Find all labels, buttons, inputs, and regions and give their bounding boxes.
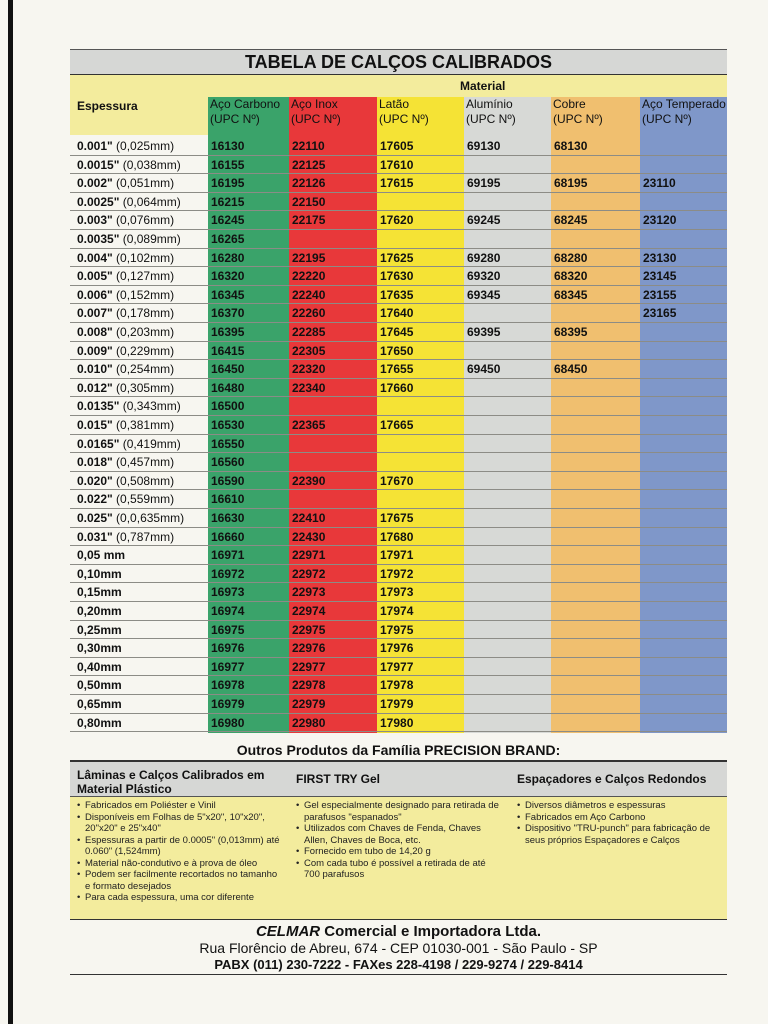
- espessura-value: 0.018": [77, 455, 113, 470]
- column-header-sub: (UPC Nº): [379, 112, 429, 126]
- upc-cell: 16630: [211, 511, 245, 525]
- feature-item: • Com cada tubo é possível a retirada de até 700 parafusos: [296, 858, 501, 881]
- material-label: Material: [460, 79, 506, 93]
- espessura-mm: (0,076mm): [112, 213, 175, 228]
- upc-cell: 16976: [211, 641, 245, 656]
- espessura-mm: (0,229mm): [112, 343, 175, 358]
- espessura-cell: [77, 528, 174, 546]
- upc-cell: 68450: [554, 362, 588, 377]
- column-header-5: [640, 97, 727, 135]
- espessura-cell: [77, 267, 174, 285]
- upc-cell: 17974: [380, 604, 414, 618]
- upc-cell: 69130: [467, 139, 501, 153]
- feature-item: • Podem ser facilmente recortados no tamanho e formato desejados: [77, 869, 282, 892]
- upc-cell: 22320: [292, 362, 326, 377]
- upc-cell: 17665: [380, 418, 414, 432]
- espessura-value: 0.0165": [77, 436, 120, 451]
- upc-cell: 16978: [211, 678, 245, 693]
- upc-cell: 17635: [380, 287, 414, 302]
- espessura-mm: (0,127mm): [112, 269, 175, 284]
- upc-cell: 23130: [643, 250, 677, 265]
- upc-cell: 17980: [380, 715, 414, 730]
- upc-cell: 22410: [292, 511, 326, 525]
- column-header-name: Aço Inox: [291, 97, 338, 111]
- espessura-value: 0.025": [77, 511, 113, 525]
- upc-cell: 16974: [211, 604, 245, 618]
- upc-cell: 22240: [292, 287, 326, 302]
- upc-cell: 16320: [211, 269, 245, 284]
- espessura-cell: [77, 249, 174, 267]
- upc-cell: 22974: [292, 604, 326, 618]
- upc-cell: 68195: [554, 176, 588, 191]
- table-row: [70, 695, 727, 714]
- upc-cell: 22430: [292, 529, 326, 544]
- espessura-cell: [77, 193, 181, 211]
- espessura-value: 0.002": [77, 176, 113, 191]
- upc-cell: 68345: [554, 287, 588, 302]
- upc-cell: 17615: [380, 176, 414, 191]
- upc-cell: 69345: [467, 287, 501, 302]
- upc-cell: 23120: [643, 213, 677, 228]
- table-row: [70, 509, 727, 528]
- table-row: [70, 286, 727, 305]
- espessura-mm: (0,178mm): [112, 306, 175, 321]
- espessura-value: 0,25mm: [77, 622, 122, 637]
- espessura-mm: (0,203mm): [112, 325, 175, 339]
- upc-cell: 22110: [292, 139, 325, 153]
- espessura-mm: (0,038mm): [119, 157, 181, 172]
- upc-cell: 22976: [292, 641, 326, 656]
- upc-cell: 69280: [467, 250, 501, 265]
- espessura-cell: [77, 211, 174, 229]
- feature-item: • Gel especialmente designado para retirada de parafusos "espanados": [296, 800, 501, 823]
- column-header-sub: (UPC Nº): [291, 112, 341, 126]
- upc-cell: 69395: [467, 325, 501, 339]
- upc-cell: 16395: [211, 325, 245, 339]
- upc-cell: 16450: [211, 362, 245, 377]
- espessura-cell: [77, 174, 174, 192]
- upc-cell: 22150: [292, 194, 326, 209]
- espessura-value: 0.004": [77, 250, 113, 265]
- espessura-value: 0.006": [77, 287, 113, 302]
- upc-cell: 69450: [467, 362, 501, 377]
- espessura-mm: (0,152mm): [112, 287, 175, 302]
- upc-cell: 16345: [211, 287, 245, 302]
- upc-cell: 16973: [211, 585, 245, 600]
- upc-cell: 17670: [380, 473, 414, 488]
- column-header-1: [289, 97, 377, 135]
- espessura-value: 0.0015": [77, 157, 120, 172]
- upc-cell: 17977: [380, 659, 414, 674]
- upc-cell: 16590: [211, 473, 245, 488]
- upc-cell: 22260: [292, 306, 326, 321]
- upc-cell: 22390: [292, 473, 326, 488]
- feature-item: • Fornecido em tubo de 14,20 g: [296, 846, 501, 858]
- feature-item: • Espessuras a partir de 0.0005" (0,013mm) até 0.060" (1,524mm): [77, 835, 282, 858]
- upc-cell: 22305: [292, 343, 326, 358]
- table-row: [70, 676, 727, 695]
- upc-cell: 17978: [380, 678, 414, 693]
- table-row: [70, 472, 727, 491]
- espessura-value: 0.003": [77, 213, 113, 228]
- other-products-header: [70, 762, 727, 797]
- table-row: [70, 453, 727, 472]
- upc-cell: 22285: [292, 325, 326, 339]
- espessura-value: 0,05 mm: [77, 548, 126, 563]
- column-header-name: Cobre: [553, 97, 586, 111]
- column-header-2: [377, 97, 464, 135]
- espessura-mm: (0,051mm): [112, 176, 175, 191]
- upc-cell: 23110: [643, 176, 676, 191]
- product-title-gel: FIRST TRY Gel: [296, 772, 381, 786]
- footer-top-rule: [70, 919, 727, 920]
- espessura-mm: (0,102mm): [112, 250, 175, 265]
- espessura-cell: [77, 621, 122, 639]
- table-row: [70, 714, 727, 733]
- upc-cell: 22365: [292, 418, 326, 432]
- upc-cell: 22979: [292, 697, 326, 711]
- upc-cell: 17605: [380, 139, 414, 153]
- company-brand: CELMAR: [255, 923, 321, 940]
- espessura-cell: [77, 360, 174, 378]
- espessura-value: 0.007": [77, 306, 113, 321]
- espessura-mm: (0,089mm): [119, 232, 181, 246]
- upc-cell: 68320: [554, 269, 588, 284]
- espessura-cell: [77, 714, 122, 732]
- upc-cell: 16245: [211, 213, 245, 228]
- table-row: [70, 565, 727, 584]
- espessura-value: 0.012": [77, 380, 113, 395]
- product-title-plastico: Lâminas e Calços Calibrados em Material Plástico: [77, 768, 265, 796]
- table-row: [70, 379, 727, 398]
- table-row: [70, 397, 727, 416]
- espessura-cell: [77, 230, 181, 248]
- espessura-cell: [77, 490, 174, 508]
- upc-cell: 23155: [643, 287, 677, 302]
- upc-cell: 17655: [380, 362, 414, 377]
- espessura-cell: [77, 379, 174, 397]
- espessura-value: 0.010": [77, 362, 113, 377]
- table-row: [70, 583, 727, 602]
- espessura-value: 0.0025": [77, 194, 120, 209]
- upc-cell: 17971: [380, 548, 414, 563]
- footer-bottom-rule: [70, 974, 727, 975]
- upc-cell: 17620: [380, 213, 414, 228]
- espessura-cell: [77, 342, 174, 360]
- espessura-cell: [77, 416, 174, 434]
- table-row: [70, 137, 727, 156]
- column-header-sub: (UPC Nº): [466, 112, 516, 126]
- upc-cell: 17972: [380, 566, 414, 581]
- upc-cell: 22126: [292, 176, 326, 191]
- espessura-cell: [77, 137, 174, 155]
- upc-cell: 16500: [211, 399, 245, 414]
- product-title-espacadores: Espaçadores e Calços Redondos: [517, 772, 707, 786]
- espessura-cell: [77, 304, 174, 322]
- table-row: [70, 360, 727, 379]
- upc-cell: 16155: [211, 157, 245, 172]
- upc-cell: 17630: [380, 269, 414, 284]
- table-row: [70, 546, 727, 565]
- upc-cell: 22175: [292, 213, 326, 228]
- espessura-cell: [77, 156, 181, 174]
- upc-cell: 17640: [380, 306, 414, 321]
- product-features-espacadores: [517, 800, 722, 846]
- upc-cell: 16370: [211, 306, 245, 321]
- espessura-value: 0,30mm: [77, 641, 122, 656]
- espessura-cell: [77, 639, 122, 657]
- upc-cell: 16530: [211, 418, 245, 432]
- table-row: [70, 528, 727, 547]
- upc-cell: 22977: [292, 659, 326, 674]
- espessura-mm: (0,025mm): [112, 139, 175, 153]
- column-header-name: Alumínio: [466, 97, 513, 111]
- upc-cell: 17973: [380, 585, 414, 600]
- espessura-cell: [77, 565, 122, 583]
- feature-item: • Dispositivo "TRU-punch" para fabricação de seus próprios Espaçadores e Calços: [517, 823, 722, 846]
- upc-cell: 68130: [554, 139, 588, 153]
- table-row: [70, 174, 727, 193]
- feature-item: • Fabricados em Aço Carbono: [517, 812, 722, 824]
- company-phones: PABX (011) 230-7222 - FAXes 228-4198 / 229-9274 / 229-8414: [214, 957, 583, 972]
- espessura-value: 0.015": [77, 418, 113, 432]
- upc-cell: 16980: [211, 715, 245, 730]
- espessura-value: 0.009": [77, 343, 113, 358]
- column-header-name: Latão: [379, 97, 410, 111]
- feature-item: • Material não-condutivo e à prova de óleo: [77, 858, 282, 870]
- espessura-cell: [77, 435, 181, 453]
- upc-cell: 16480: [211, 380, 245, 395]
- espessura-mm: (0,419mm): [119, 436, 181, 451]
- upc-cell: 68245: [554, 213, 588, 228]
- upc-cell: 16610: [211, 492, 245, 507]
- espessura-mm: (0,457mm): [112, 455, 175, 470]
- upc-cell: 69195: [467, 176, 501, 191]
- espessura-value: 0,50mm: [77, 678, 122, 693]
- table-row: [70, 342, 727, 361]
- page-title: TABELA DE CALÇOS CALIBRADOS: [70, 49, 727, 76]
- upc-cell: 16560: [211, 455, 245, 470]
- espessura-value: 0.0135": [77, 399, 120, 414]
- upc-cell: 16280: [211, 250, 245, 265]
- upc-cell: 17610: [380, 157, 414, 172]
- upc-cell: 22973: [292, 585, 326, 600]
- upc-cell: 16977: [211, 659, 245, 674]
- espessura-cell: [77, 323, 174, 341]
- column-header-sub: (UPC Nº): [553, 112, 603, 126]
- espessura-mm: (0,508mm): [112, 473, 175, 488]
- table-row: [70, 602, 727, 621]
- espessura-mm: (0,787mm): [112, 529, 175, 544]
- scan-edge: [8, 0, 13, 1024]
- upc-cell: 69245: [467, 213, 501, 228]
- column-header-sub: (UPC Nº): [210, 112, 260, 126]
- upc-cell: 23145: [643, 269, 677, 284]
- feature-item: • Para cada espessura, uma cor diferente: [77, 892, 282, 904]
- espessura-value: 0.005": [77, 269, 113, 284]
- espessura-mm: (0,0,635mm): [112, 511, 185, 525]
- upc-cell: 16979: [211, 697, 245, 711]
- table-row: [70, 416, 727, 435]
- upc-cell: 16971: [211, 548, 245, 563]
- table-row: [70, 658, 727, 677]
- other-products-panel: [70, 760, 727, 920]
- espessura-mm: (0,559mm): [112, 492, 175, 507]
- upc-cell: 16215: [211, 194, 245, 209]
- upc-cell: 16972: [211, 566, 245, 581]
- espessura-value: 0,65mm: [77, 697, 122, 711]
- table-row: [70, 639, 727, 658]
- espessura-cell: [77, 676, 122, 694]
- upc-cell: 16975: [211, 622, 245, 637]
- espessura-cell: [77, 509, 184, 527]
- upc-cell: 22125: [292, 157, 326, 172]
- espessura-value: 0.008": [77, 325, 113, 339]
- espessura-value: 0.022": [77, 492, 113, 507]
- upc-cell: 22971: [292, 548, 326, 563]
- espessura-cell: [77, 602, 122, 620]
- table-row: [70, 156, 727, 175]
- upc-cell: 16550: [211, 436, 245, 451]
- espessura-mm: (0,254mm): [112, 362, 175, 377]
- other-products-title: Outros Produtos da Família PRECISION BRAND:: [236, 742, 561, 758]
- upc-cell: 22972: [292, 566, 326, 581]
- espessura-value: 0.001": [77, 139, 113, 153]
- table-header: [70, 75, 727, 135]
- table-row: [70, 230, 727, 249]
- espessura-value: 0,10mm: [77, 566, 122, 581]
- upc-cell: 68280: [554, 250, 588, 265]
- espessura-cell: [77, 453, 174, 471]
- upc-cell: 17660: [380, 380, 414, 395]
- espessura-value: 0,80mm: [77, 715, 122, 730]
- upc-cell: 16195: [211, 176, 245, 191]
- feature-item: • Utilizados com Chaves de Fenda, Chaves Allen, Chaves de Boca, etc.: [296, 823, 501, 846]
- column-header-3: [464, 97, 551, 135]
- feature-item: • Diversos diâmetros e espessuras: [517, 800, 722, 812]
- upc-cell: 22975: [292, 622, 326, 637]
- feature-item: • Disponíveis em Folhas de 5"x20", 10"x20", 20"x20" e 25"x40": [77, 812, 282, 835]
- espessura-mm: (0,305mm): [112, 380, 175, 395]
- espessura-cell: [77, 583, 122, 601]
- column-header-0: [208, 97, 289, 135]
- espessura-value: 0.020": [77, 473, 113, 488]
- upc-cell: 17625: [380, 250, 414, 265]
- table-row: [70, 211, 727, 230]
- table-row: [70, 435, 727, 454]
- espessura-value: 0,40mm: [77, 659, 122, 674]
- feature-item: • Fabricados em Poliéster e Vinil: [77, 800, 282, 812]
- table-row: [70, 249, 727, 268]
- column-header-name: Aço Temperado: [642, 97, 726, 111]
- espessura-cell: [77, 397, 181, 415]
- espessura-value: 0.031": [77, 529, 113, 544]
- column-header-4: [551, 97, 640, 135]
- column-header-sub: (UPC Nº): [642, 112, 692, 126]
- espessura-mm: (0,064mm): [119, 194, 181, 209]
- upc-cell: 17645: [380, 325, 414, 339]
- upc-cell: 17976: [380, 641, 414, 656]
- table-row: [70, 193, 727, 212]
- upc-cell: 17975: [380, 622, 414, 637]
- table-row: [70, 267, 727, 286]
- product-features-plastico: [77, 800, 282, 904]
- upc-cell: 17680: [380, 529, 414, 544]
- espessura-cell: [77, 658, 122, 676]
- upc-cell: 16130: [211, 139, 245, 153]
- upc-cell: 17675: [380, 511, 414, 525]
- espessura-cell: [77, 546, 125, 564]
- company-rest: Comercial e Importadora Ltda.: [320, 923, 542, 940]
- table-row: [70, 621, 727, 640]
- espessura-mm: (0,381mm): [112, 418, 175, 432]
- company-name: [70, 923, 727, 940]
- upc-cell: 17650: [380, 343, 414, 358]
- espessura-value: 0.0035": [77, 232, 120, 246]
- espessura-mm: (0,343mm): [119, 399, 181, 414]
- espessura-cell: [77, 695, 122, 713]
- upc-cell: 16265: [211, 232, 245, 246]
- column-header-name: Aço Carbono: [210, 97, 281, 111]
- espessura-value: 0,15mm: [77, 585, 122, 600]
- upc-cell: 23165: [643, 306, 677, 321]
- table-row: [70, 323, 727, 342]
- espessura-value: 0,20mm: [77, 604, 122, 618]
- product-features-gel: [296, 800, 501, 881]
- upc-cell: 22220: [292, 269, 326, 284]
- table-row: [70, 490, 727, 509]
- upc-cell: 22195: [292, 250, 326, 265]
- upc-cell: 17979: [380, 697, 414, 711]
- table-row: [70, 304, 727, 323]
- upc-cell: 16660: [211, 529, 245, 544]
- company-address: Rua Florêncio de Abreu, 674 - CEP 01030-001 - São Paulo - SP: [199, 940, 598, 956]
- espessura-label: Espessura: [77, 99, 138, 113]
- espessura-cell: [77, 472, 174, 490]
- upc-cell: 22340: [292, 380, 326, 395]
- upc-cell: 69320: [467, 269, 501, 284]
- espessura-cell: [77, 286, 174, 304]
- upc-cell: 16415: [211, 343, 245, 358]
- upc-cell: 68395: [554, 325, 588, 339]
- upc-cell: 22978: [292, 678, 326, 693]
- upc-cell: 22980: [292, 715, 326, 730]
